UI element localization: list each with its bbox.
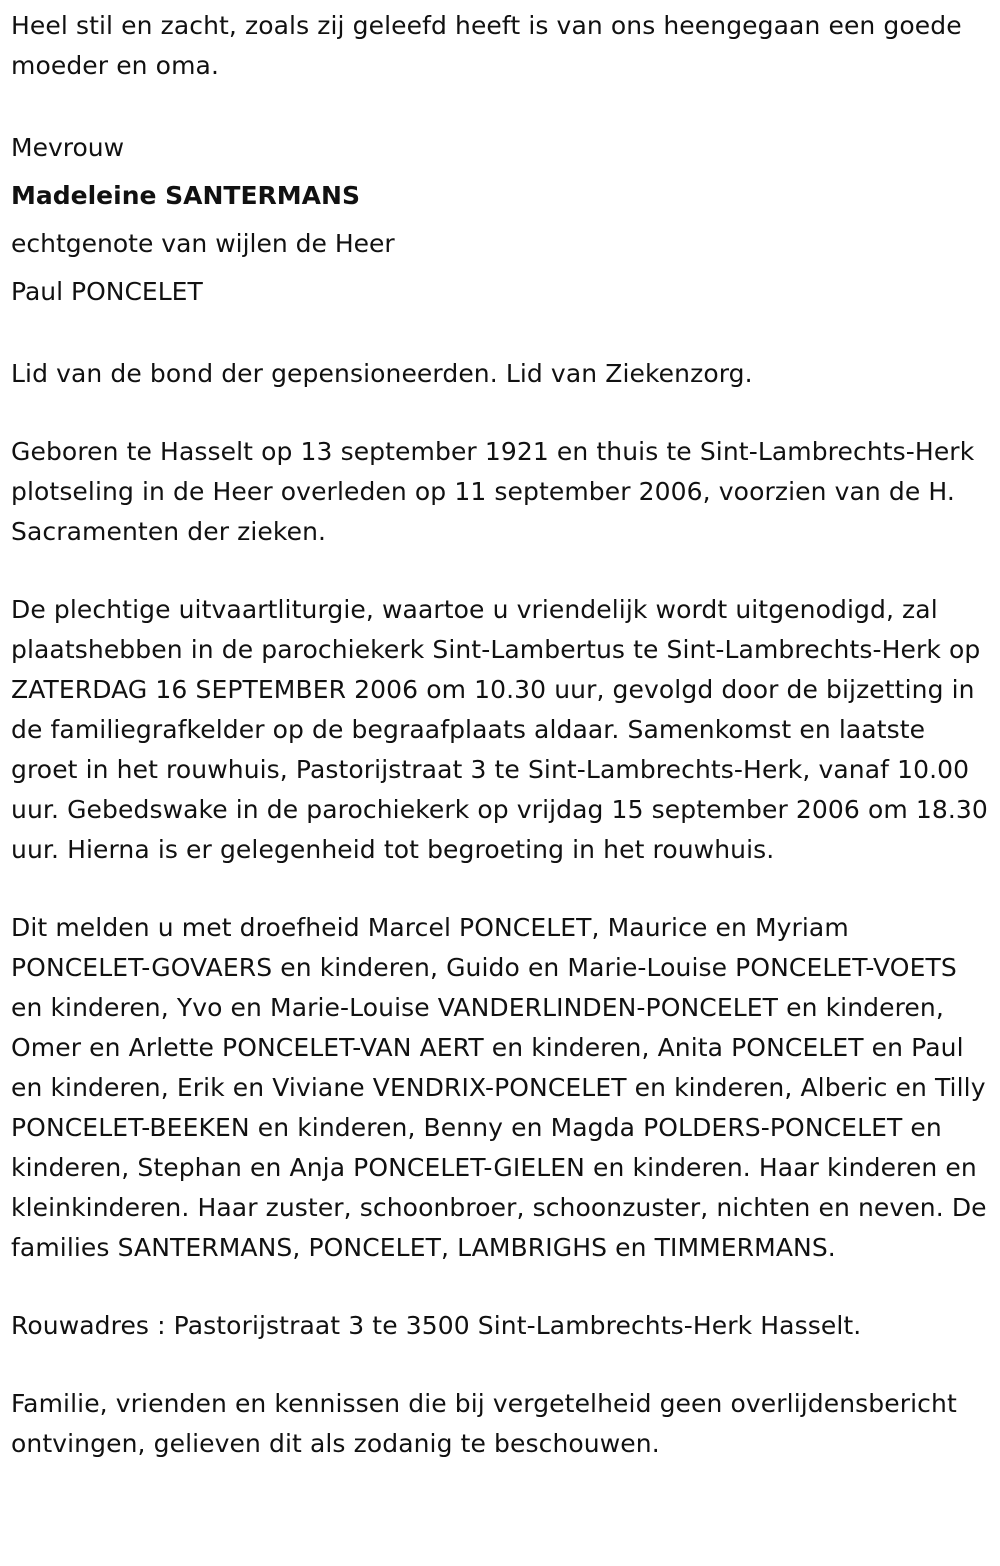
spacer [11,1268,990,1306]
spacer [11,316,990,354]
funeral-text: De plechtige uitvaartliturgie, waartoe u vriendelijk wordt uitgenodigd, zal plaatshebben in de parochiekerk Sint-Lambertus te Sint-Lambrechts-Herk op ZATERDAG 16 SEPTEMBER 2006 om 10.30 uur, gevolgd door de bijzetting in de familiegrafkelder op de begraafplaats aldaar. Samenkomst en laatste groet in het rouwhuis, Pastorijstraat 3 te Sint-Lambrechts-Herk, vanaf 10.00 uur. Gebedswake in de parochiekerk op vrijdag 15 september 2006 om 18.30 uur. Hierna is er gelegenheid tot begroeting in het rouwhuis. [11,595,988,864]
birth-death-text: Geboren te Hasselt op 13 september 1921 en thuis te Sint-Lambrechts-Herk plotseling in de Heer overleden op 11 september 2006, voorzien van de H. Sacramenten der zieken. [11,437,975,546]
spouse-name: Paul PONCELET [11,277,203,306]
name-block [11,124,990,316]
intro-text: Heel stil en zacht, zoals zij geleefd heeft is van ons heengegaan een goede moeder en oma. [11,11,962,80]
spacer [11,86,990,124]
spacer [11,870,990,908]
relation-text: echtgenote van wijlen de Heer [11,229,395,258]
title-text: Mevrouw [11,133,125,162]
deceased-name: Madeleine SANTERMANS [11,181,360,210]
address-text: Rouwadres : Pastorijstraat 3 te 3500 Sint-Lambrechts-Herk Hasselt. [11,1311,862,1340]
closing-text: Familie, vrienden en kennissen die bij vergetelheid geen overlijdensbericht ontvingen, gelieven dit als zodanig te beschouwen. [11,1389,957,1458]
spacer [11,394,990,432]
memberships-text: Lid van de bond der gepensioneerden. Lid van Ziekenzorg. [11,359,753,388]
spacer [11,1346,990,1384]
family-text: Dit melden u met droefheid Marcel PONCELET, Maurice en Myriam PONCELET-GOVAERS en kinderen, Guido en Marie-Louise PONCELET-VOETS en kinderen, Yvo en Marie-Louise VANDERLINDEN-PONCELET en kinderen, Omer en Arlette PONCELET-VAN AERT en kinderen, Anita PONCELET en Paul en kinderen, Erik en Viviane VENDRIX-PONCELET en kinderen, Alberic en Tilly PONCELET-BEEKEN en kinderen, Benny en Magda POLDERS-PONCELET en kinderen, Stephan en Anja PONCELET-GIELEN en kinderen. Haar kinderen en kleinkinderen. Haar zuster, schoonbroer, schoonzuster, nichten en neven. De families SANTERMANS, PONCELET, LAMBRIGHS en TIMMERMANS. [11,913,987,1262]
spacer [11,552,990,590]
